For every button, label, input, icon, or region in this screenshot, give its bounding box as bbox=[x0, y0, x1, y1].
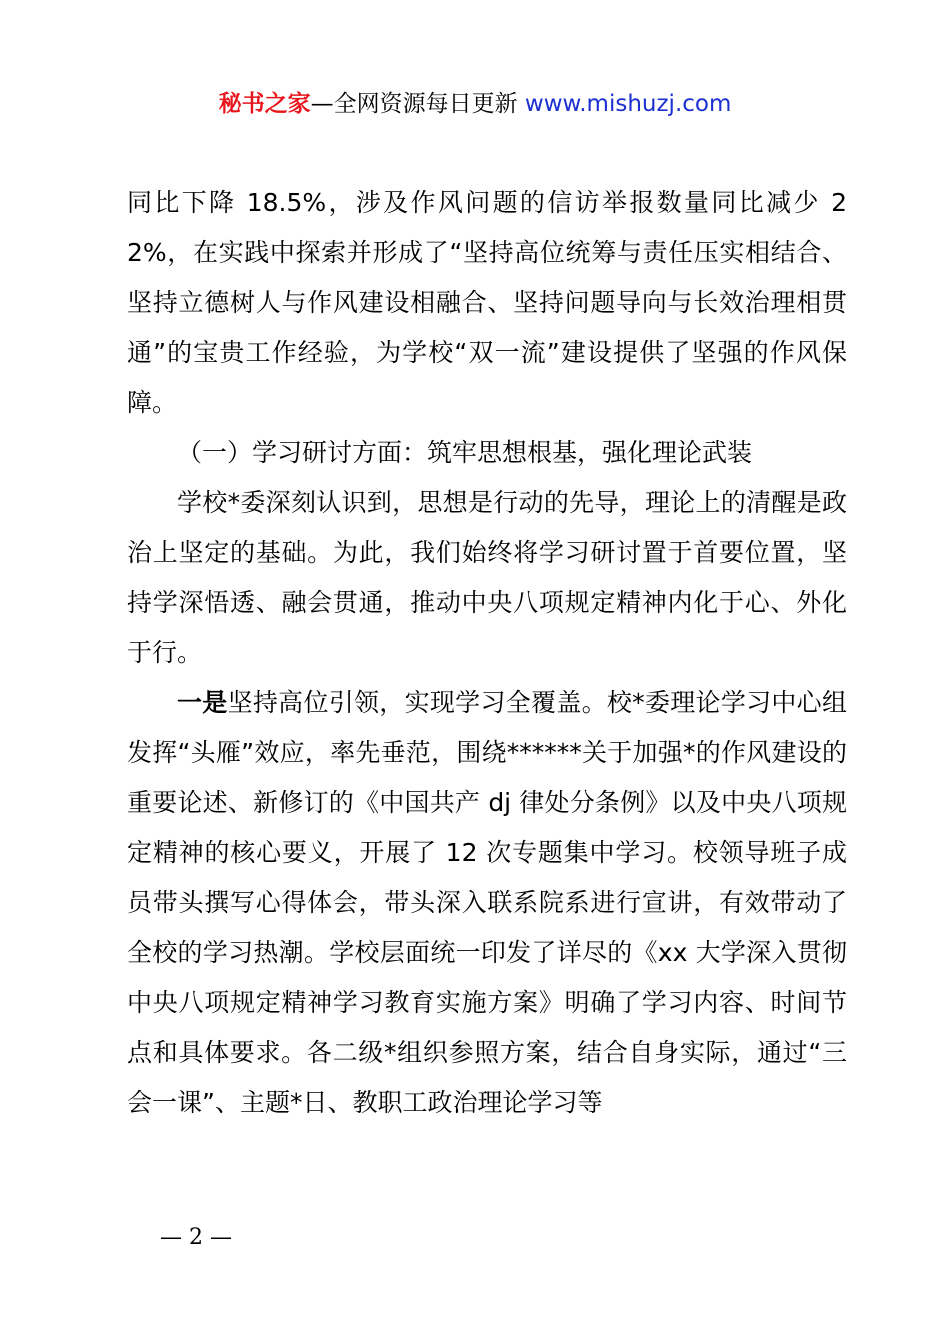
paragraph-text: 学校*委深刻认识到，思想是行动的先导，理论上的清醒是政治上坚定的基础。为此，我们始终将学习研讨置于首要位置，坚持学深悟透、融会贯通，推动中央八项规定精神内化于心、外化于行。 bbox=[127, 488, 847, 667]
paragraph-continuation bbox=[127, 178, 847, 428]
paragraph-point-one bbox=[127, 678, 847, 1128]
paragraph-lead: 一是 bbox=[177, 688, 228, 717]
header-tagline: —全网资源每日更新 bbox=[310, 91, 525, 117]
paragraph-intro bbox=[127, 478, 847, 678]
header-brand: 秘书之家 bbox=[218, 91, 311, 117]
section-heading bbox=[127, 428, 847, 478]
paragraph-text: 坚持高位引领，实现学习全覆盖。校*委理论学习中心组发挥“头雁”效应，率先垂范，围绕******关于加强*的作风建设的重要论述、新修订的《中国共产 dj 律处分条例》以及中央八项规定精神的核心要义，开展了 12 次专题集中学习。校领导班子成员带头撰写心得体会，带头深入联系院系进行宣讲，有效带动了全校的学习热潮。学校层面统一印发了详尽的《xx 大学深入贯彻中央八项规定精神学习教育实施方案》明确了学习内容、时间节点和具体要求。各二级*组织参照方案，结合自身实际，通过“三会一课”、主题*日、教职工政治理论学习等 bbox=[127, 688, 847, 1117]
document-header bbox=[0, 88, 950, 120]
header-url-link[interactable]: www.mishuzj.com bbox=[524, 91, 732, 117]
page-number: — 2 — bbox=[160, 1225, 232, 1250]
paragraph-text: 同比下降 18.5%，涉及作风问题的信访举报数量同比减少 22%，在实践中探索并形成了“坚持高位统筹与责任压实相结合、坚持立德树人与作风建设相融合、坚持问题导向与长效治理相贯通”的宝贵工作经验，为学校“双一流”建设提供了坚强的作风保障。 bbox=[127, 188, 847, 417]
document-body bbox=[127, 178, 847, 1128]
section-heading-text: （一）学习研讨方面：筑牢思想根基，强化理论武装 bbox=[177, 438, 753, 467]
